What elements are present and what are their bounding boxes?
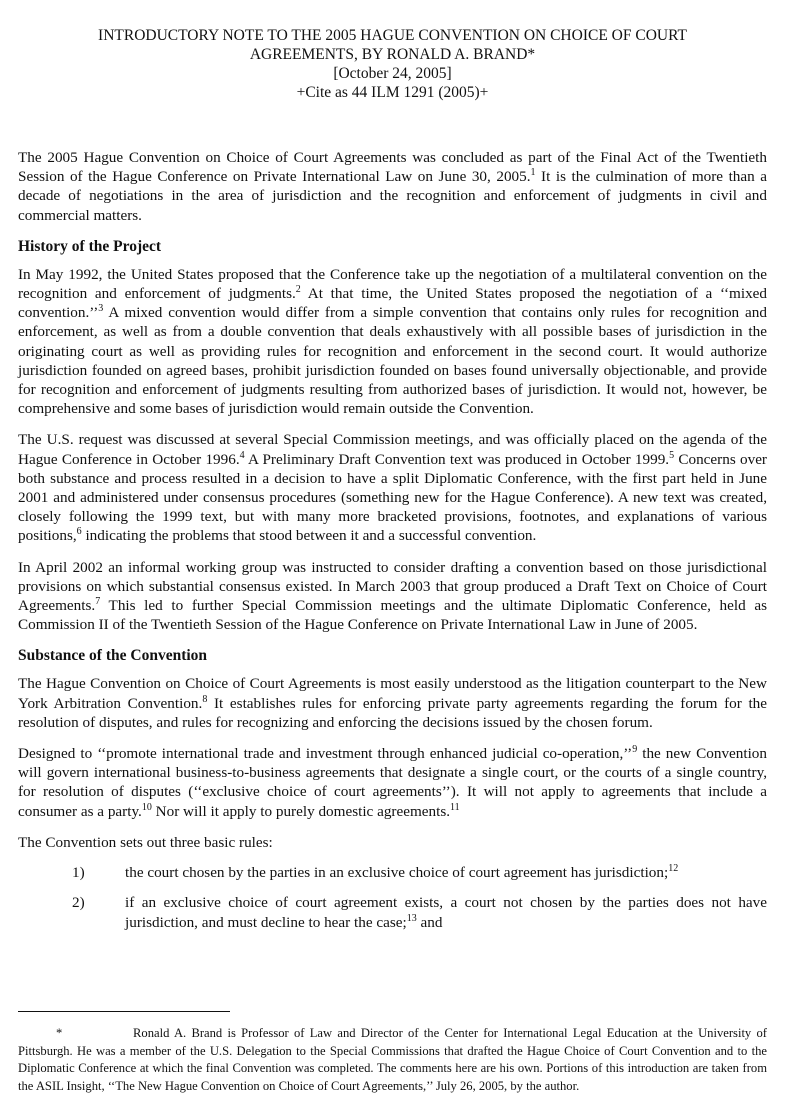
footnote-mark: * (56, 1026, 63, 1040)
footnote-ref: 7 (95, 596, 101, 608)
title-date: [October 24, 2005] (333, 65, 452, 82)
paragraph-text: In April 2002 an informal working group was instructed to consider drafting a convention based on those jurisdictional provisions on which substantial consensus existed. In March 2003 that group produced a Draft Text on Choice of Court Agreements. (18, 558, 767, 615)
paragraph-text: It establishes rules for enforcing private party agreements regarding the forum for the resolution of disputes, and rules for recognizing and enforcing the decisions issued by the chosen forum. (18, 694, 767, 731)
paragraph-text: A mixed convention would differ from a simple convention that contains only rules for recognition and enforcement, as well as from a double convention that deals exhaustively with all possible bases of jurisdiction in the originating court as well as providing rules for recognition and enforcement in the second court. It would authorize jurisdiction founded on agreed bases, prohibit jurisdiction founded on bases found universally objectionable, and provide for recognition and enforcement of judgments resulting from authorized bases of jurisdiction. It would not, however, be comprehensive and some bases of jurisdiction would remain outside the Convention. (18, 304, 767, 418)
rule-number: 2) (72, 894, 85, 912)
footnote-ref: 9 (632, 744, 638, 756)
history-paragraph-1 (18, 265, 767, 419)
footnote-ref: 12 (668, 863, 679, 875)
footnote-ref: 13 (406, 912, 417, 924)
footnote-ref: 2 (295, 284, 301, 296)
footnote-ref: 8 (202, 693, 208, 705)
document-title (18, 26, 767, 102)
footnote-ref: 10 (141, 801, 152, 813)
footnote-ref: 5 (669, 449, 675, 461)
paragraph-text: Nor will it apply to purely domestic agreements. (151, 802, 451, 820)
substance-paragraph-1 (18, 674, 767, 732)
paragraph-text: In May 1992, the United States proposed that the Conference take up the negotiation of a multilateral convention on the recognition and enforcement of judgments. (18, 265, 767, 303)
footnote-ref: 3 (98, 303, 104, 315)
footnote-ref: 6 (76, 526, 82, 538)
title-line-1: INTRODUCTORY NOTE TO THE 2005 HAGUE CONVENTION ON CHOICE OF COURT (98, 27, 687, 44)
intro-text: The 2005 Hague Convention on Choice of Court Agreements was concluded as part of the Final Act of the Twentieth Session of the Hague Conference on Private International Law on June 30, 2005. (18, 149, 767, 186)
footnote-divider (18, 1011, 230, 1012)
history-paragraph-2 (18, 430, 767, 545)
intro-paragraph (18, 148, 767, 225)
substance-paragraph-3: The Convention sets out three basic rules: (18, 833, 273, 851)
paragraph-text: Concerns over both substance and process resulted in a decision to have a split Diplomatic Conference, with the first part held in June 2001 and administered under consensus procedures (something new for the Hague Conference). A new text was created, closely following the 1999 text, but with many more bracketed provisions, footnotes, and explanations of various positions, (18, 450, 767, 545)
section-heading-history: History of the Project (18, 237, 162, 255)
rule-text-tail: and (416, 913, 443, 931)
section-heading-substance: Substance of the Convention (18, 647, 208, 665)
history-paragraph-3 (18, 558, 767, 635)
rule-text: if an exclusive choice of court agreement exists, a court not chosen by the parties does not have jurisdiction, and must decline to hear the case; (125, 894, 767, 931)
paragraph-text: The Hague Convention on Choice of Court Agreements is most easily understood as the litigation counterpart to the New York Arbitration Convention. (18, 675, 767, 712)
footnote-ref: 1 (530, 167, 536, 179)
title-line-2: AGREEMENTS, BY RONALD A. BRAND* (249, 46, 536, 63)
footnote-ref: 4 (239, 449, 245, 461)
substance-paragraph-2 (18, 744, 767, 821)
paragraph-text: At that time, the United States proposed the negotiation of a ‘‘mixed convention.’’ (18, 285, 768, 322)
paragraph-text: Designed to ‘‘promote international trade and investment through enhanced judicial co-operation,’’ (18, 745, 633, 763)
document-page (18, 0, 767, 932)
footnote (18, 1025, 767, 1095)
rule-list-item (18, 893, 767, 931)
title-cite: +Cite as 44 ILM 1291 (2005)+ (296, 84, 489, 101)
rule-list-item (18, 863, 767, 882)
rule-text: the court chosen by the parties in an exclusive choice of court agreement has jurisdiction; (125, 864, 669, 882)
paragraph-text: This led to further Special Commission meetings and the ultimate Diplomatic Conference, held as Commission II of the Twentieth Session of the Hague Conference on Private International Law in June of 2005. (18, 597, 767, 634)
intro-text: It is the culmination of more than a decade of negotiations in the area of jurisdiction and the recognition and enforcement of judgments in civil and commercial matters. (18, 168, 767, 224)
paragraph-text: indicating the problems that stood between it and a successful convention. (81, 527, 537, 545)
paragraph-text: A Preliminary Draft Convention text was produced in October 1999. (244, 450, 670, 468)
paragraph-text: the new Convention will govern international business-to-business agreements that designate a single court, or the courts of a single country, for resolution of disputes (‘‘exclusive choice of court agreements’’). It will not apply to agreements that include a consumer as a party. (18, 745, 767, 820)
rule-number: 1) (72, 864, 85, 882)
footnote-ref: 11 (450, 801, 460, 813)
paragraph-text: The U.S. request was discussed at several Special Commission meetings, and was officially placed on the agenda of the Hague Conference in October 1996. (18, 431, 767, 468)
footnote-text: Ronald A. Brand is Professor of Law and Director of the Center for International Legal Education at the University of Pittsburgh. He was a member of the U.S. Delegation to the Special Commissions that drafted the Hague Choice of Court Convention and to the Diplomatic Conference at which the final Convention was completed. The comments here are his own. Portions of this introduction are taken from the ASIL Insight, ‘‘The New Hague Convention on Choice of Court Agreements,’’ July 26, 2005, by the author. (18, 1026, 767, 1093)
